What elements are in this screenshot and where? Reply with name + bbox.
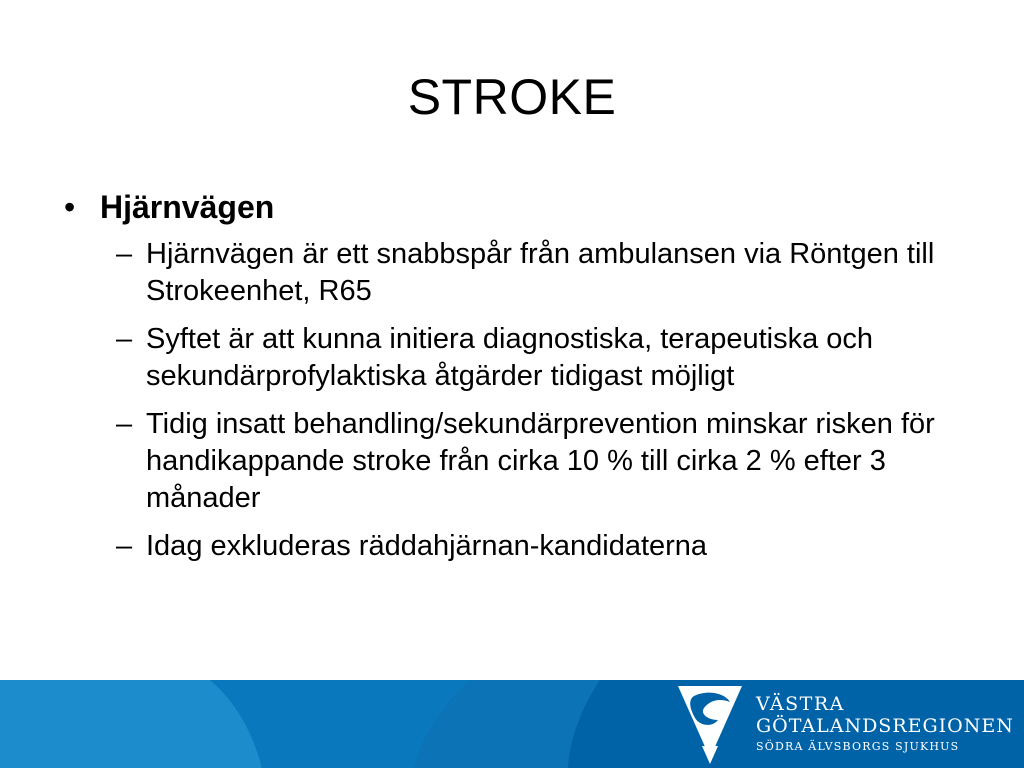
logo-text-line2: GÖTALANDSREGIONEN	[756, 715, 1014, 737]
sub-bullet-text: Idag exkluderas räddahjärnan-kandidaterna	[146, 530, 708, 562]
vgr-shield-icon	[672, 682, 748, 768]
bullet-heading: Hjärnvägen	[100, 189, 275, 225]
dash-marker: –	[116, 408, 133, 440]
sub-bullet-text: Tidig insatt behandling/sekundärprevention minskar risken för handikappande stroke från cirka 10 % till cirka 2 % efter 3 månader	[146, 408, 935, 514]
slide-title: STROKE	[407, 69, 617, 125]
sub-bullet-item	[116, 321, 976, 395]
sub-bullet-text: Hjärnvägen är ett snabbspår från ambulansen via Röntgen till Strokeenhet, R65	[146, 238, 935, 307]
sub-bullet-text: Syftet är att kunna initiera diagnostiska, terapeutiska och sekundärprofylaktiska åtgärder tidigast möjligt	[146, 323, 874, 392]
dash-marker: –	[116, 323, 133, 355]
sub-bullet-item	[116, 236, 976, 310]
sub-bullet-item	[116, 406, 976, 517]
organization-logo	[672, 682, 1024, 768]
slide-content	[62, 186, 992, 576]
dash-marker: –	[116, 238, 133, 270]
logo-text-line1: VÄSTRA	[756, 693, 845, 715]
bullet-marker: •	[64, 189, 76, 225]
sub-bullet-item	[116, 528, 976, 565]
bullet-item	[62, 186, 992, 228]
dash-marker: –	[116, 530, 133, 562]
logo-text-line3: SÖDRA ÄLVSBORGS SJUKHUS	[756, 740, 960, 753]
